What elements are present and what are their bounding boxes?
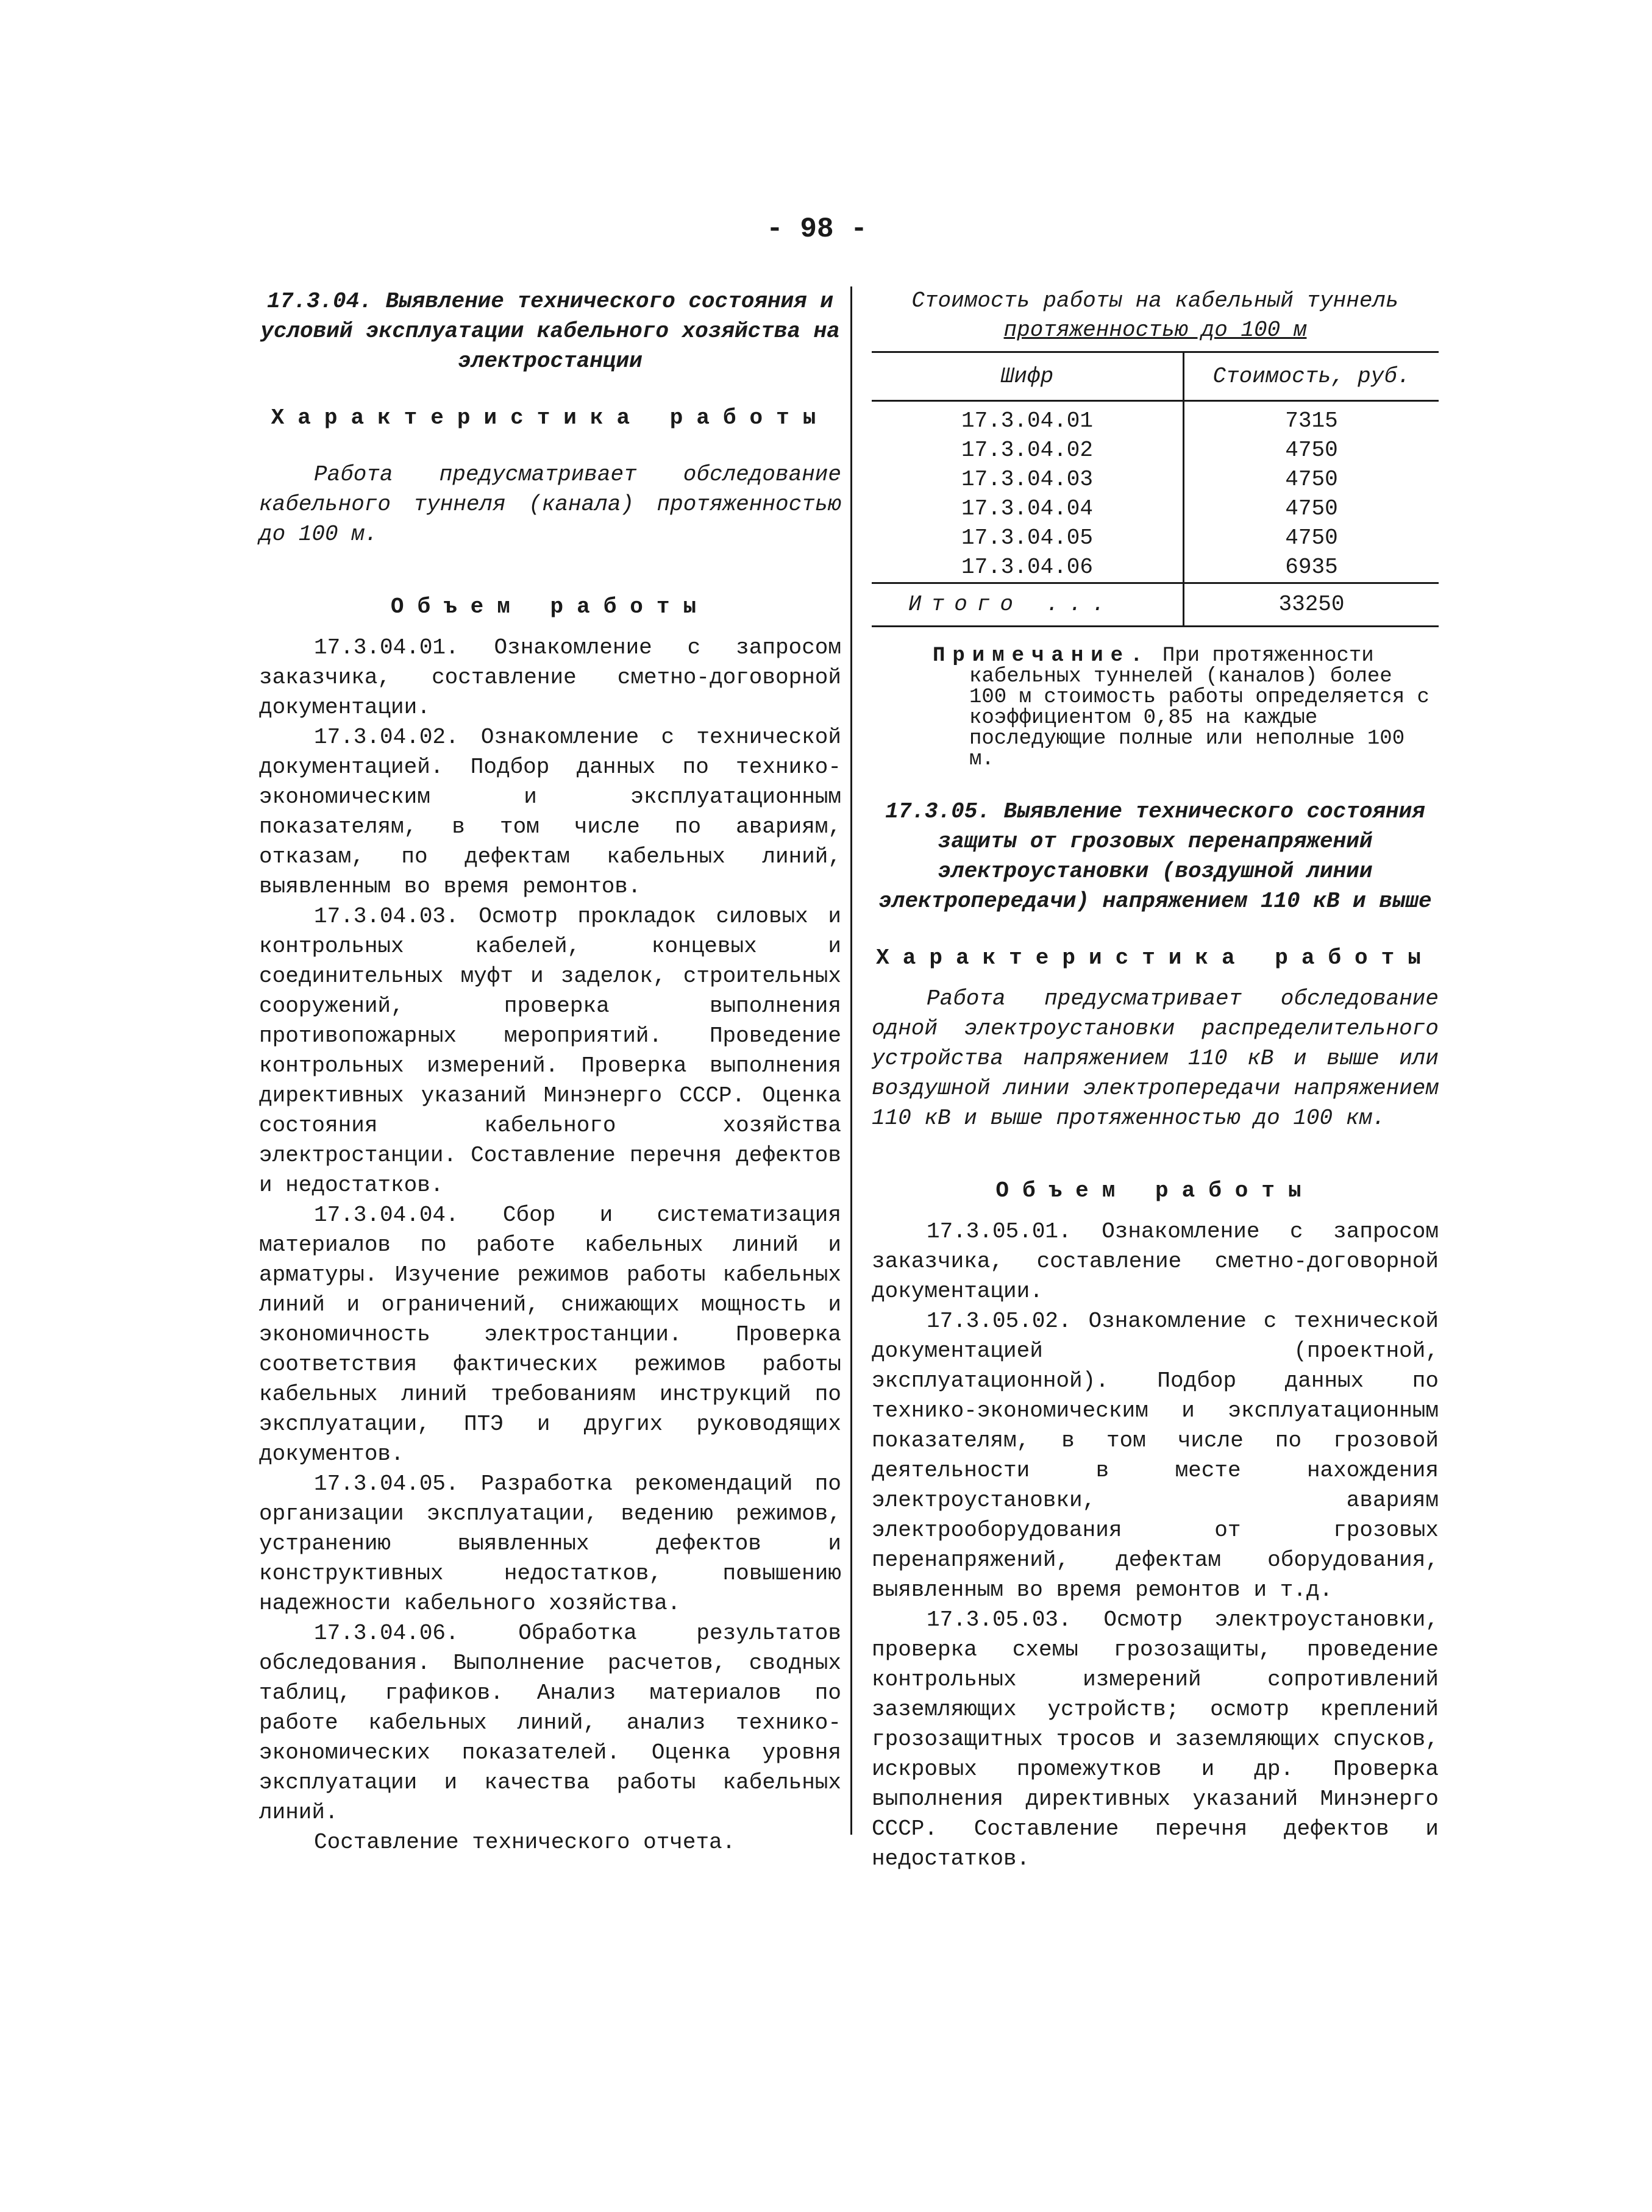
note-line-1: При протяженности	[1162, 644, 1374, 667]
characteristics-text-2: Работа предусматривает обследование одной электроустановки распределительного устройства напряжением 110 кВ и выше или воздушной линии электропередачи напряжением 110 кВ и выше протяженностью до 100 км.	[872, 986, 1439, 1131]
table-row: 17.3.04.04 4750	[872, 494, 1439, 524]
note-label: Примечание.	[933, 644, 1150, 667]
column-divider	[850, 286, 852, 1835]
table-title: Стоимость работы на кабельный туннель протяженностью до 100 м	[911, 288, 1399, 343]
section-heading-17-3-05: 17.3.05. Выявление технического состояния защиты от грозовых перенапряжений электроустановки (воздушной линии электропередачи) напряжением 110 кВ и выше	[878, 799, 1432, 914]
column-header-cost: Стоимость, руб.	[1184, 352, 1439, 401]
left-column	[259, 286, 841, 1857]
characteristics-text: Работа предусматривает обследование кабельного туннеля (канала) протяженностью до 100 м.	[259, 462, 841, 547]
scope-paragraph: 17.3.05.02. Ознакомление с технической документацией (проектной, эксплуатационной). Подбор данных по технико-экономическим и эксплуатационным показателям, в том числе по грозовой деятельности в месте нахождения электроустановки, авариям электрооборудования от грозовых перенапряжений, дефектам оборудования, выявленным во время ремонтов и т.д.	[872, 1309, 1439, 1602]
note-body: кабельных туннелей (каналов) более 100 м стоимость работы определяется с коэффициентом 0,85 на каждые последующие полные или неполные 100 м.	[969, 665, 1429, 771]
scope-paragraph: 17.3.04.05. Разработка рекомендаций по организации эксплуатации, ведению режимов, устранению выявленных дефектов и конструктивных недостатков, повышению надежности кабельного хозяйства.	[259, 1471, 841, 1616]
table-row: 17.3.04.06 6935	[872, 553, 1439, 583]
table-row: 17.3.04.05 4750	[872, 524, 1439, 553]
scope-paragraph: 17.3.04.03. Осмотр прокладок силовых и контрольных кабелей, концевых и соединительных муфт и заделок, строительных сооружений, проверка выполнения противопожарных мероприятий. Проведение контрольных измерений. Проверка выполнения директивных указаний Минэнерго СССР. Оценка состояния кабельного хозяйства электростанции. Составление перечня дефектов и недостатков.	[259, 904, 841, 1198]
characteristics-title: Характеристика работы	[271, 405, 830, 430]
table-row: 17.3.04.03 4750	[872, 465, 1439, 494]
scope-paragraph: 17.3.05.03. Осмотр электроустановки, проверка схемы грозозащиты, проведение контрольных измерений сопротивлений заземляющих устройств; осмотр креплений грозозащитных тросов и заземляющих спусков, искровых промежутков и др. Проверка выполнения директивных указаний Минэнерго СССР. Составление перечня дефектов и недостатков.	[872, 1607, 1439, 1871]
table-total-row: Итого ... 33250	[872, 583, 1439, 627]
section-heading-17-3-04: 17.3.04. Выявление технического состояния и условий эксплуатации кабельного хозяйства на электростанции	[260, 289, 840, 374]
cost-table	[872, 351, 1439, 627]
column-header-code: Шифр	[872, 352, 1184, 401]
final-line: Составление технического отчета.	[314, 1830, 736, 1855]
scope-title: Объем работы	[390, 594, 710, 619]
table-row: 17.3.04.01 7315	[872, 401, 1439, 436]
scope-paragraph: 17.3.05.01. Ознакомление с запросом заказчика, составление сметно-договорной документации.	[872, 1219, 1439, 1304]
table-note	[872, 645, 1439, 770]
scope-paragraph: 17.3.04.02. Ознакомление с технической документацией. Подбор данных по технико-экономическим и эксплуатационным показателям, в том числе по авариям, отказам, по дефектам кабельных линий, выявленным во время ремонтов.	[259, 725, 841, 899]
page-number: - 98 -	[766, 213, 867, 245]
scope-paragraph: 17.3.04.06. Обработка результатов обследования. Выполнение расчетов, сводных таблиц, графиков. Анализ материалов по работе кабельных линий, анализ технико-экономических показателей. Оценка уровня эксплуатации и качества работы кабельных линий.	[259, 1621, 841, 1825]
scope-paragraph: 17.3.04.01. Ознакомление с запросом заказчика, составление сметно-договорной документации.	[259, 635, 841, 720]
characteristics-title-2: Характеристика работы	[876, 945, 1434, 970]
right-column	[872, 286, 1439, 1874]
scope-title-2: Объем работы	[995, 1178, 1315, 1203]
table-row: 17.3.04.02 4750	[872, 436, 1439, 465]
scope-paragraph: 17.3.04.04. Сбор и систематизация материалов по работе кабельных линий и арматуры. Изучение режимов работы кабельных линий и ограничений, снижающих мощность и экономичность электростанции. Проверка соответствия фактических режимов работы кабельных линий требованиям инструкций по эксплуатации, ПТЭ и других руководящих документов.	[259, 1203, 841, 1467]
